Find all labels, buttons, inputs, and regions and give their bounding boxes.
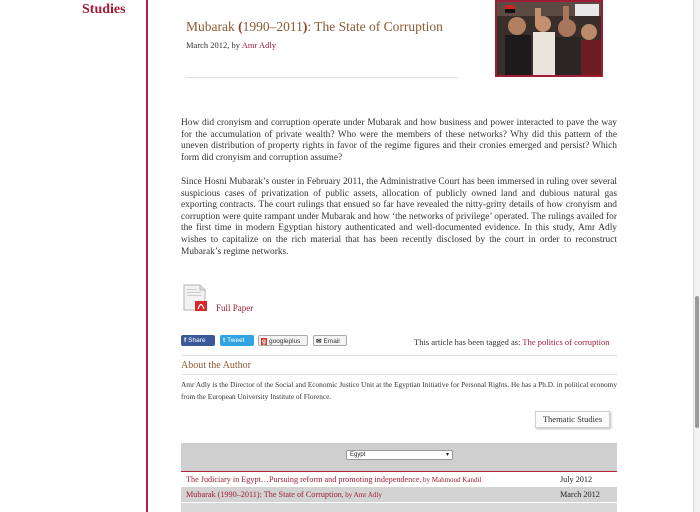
country-select-value: Egypt bbox=[350, 452, 366, 458]
country-select[interactable] bbox=[346, 450, 453, 460]
title-divider bbox=[186, 77, 458, 78]
envelope-icon: ✉ bbox=[316, 338, 322, 345]
tag-link[interactable]: The politics of corruption bbox=[522, 337, 610, 347]
email-share-button[interactable] bbox=[313, 335, 347, 346]
googleplus-share-button[interactable] bbox=[258, 335, 308, 346]
study-title: The Judiciary in Egypt…Pursuing reform and promoting independence bbox=[186, 475, 420, 484]
study-title-link[interactable] bbox=[186, 472, 481, 488]
pdf-file-icon[interactable] bbox=[183, 284, 209, 312]
article-photo bbox=[495, 0, 603, 77]
study-author: , by Mahmoud Kandil bbox=[419, 476, 482, 484]
article-title-years: 1990–2011 bbox=[242, 19, 303, 34]
study-date: March 2012 bbox=[560, 490, 600, 499]
article-date: March 2012, by bbox=[186, 40, 242, 50]
thematic-studies-button[interactable]: Thematic Studies bbox=[535, 411, 610, 428]
tag-prefix: This article has been tagged as: bbox=[414, 337, 523, 347]
twitter-icon: t bbox=[223, 337, 226, 344]
article-byline bbox=[186, 40, 276, 50]
studies-filter-bar bbox=[181, 443, 617, 471]
author-link[interactable]: Amr Adly bbox=[241, 40, 276, 50]
study-date: July 2012 bbox=[560, 475, 593, 484]
table-row bbox=[181, 503, 617, 512]
section-divider bbox=[181, 355, 617, 356]
article-title[interactable] bbox=[186, 19, 443, 35]
facebook-icon: f bbox=[184, 337, 187, 344]
full-paper-link[interactable]: Full Paper bbox=[216, 303, 254, 313]
facebook-share-button[interactable] bbox=[181, 335, 215, 346]
study-author: , by Amr Adly bbox=[341, 491, 382, 499]
scrollbar-thumb[interactable] bbox=[695, 296, 699, 428]
sidebar-divider bbox=[146, 0, 148, 512]
study-title: Mubarak (1990–2011): The State of Corruption bbox=[186, 490, 342, 499]
googleplus-icon: g bbox=[262, 338, 266, 345]
article-title-text: Mubarak bbox=[186, 19, 239, 34]
article-intro-paragraph: How did cronyism and corruption operate under Mubarak and how business and power interacted to pave the way for the accumulation of private wealth? Who were the members of these networks? Why did this pattern of the uneven distribution of property rights in favor of the regime figures and their cronies emerged and persist? Which form did cronyism and corruption assume? bbox=[181, 118, 617, 163]
chevron-down-icon: ▾ bbox=[445, 452, 449, 458]
title-paren-open: ( bbox=[238, 19, 243, 34]
protest-photo-image bbox=[497, 2, 601, 75]
table-row[interactable] bbox=[181, 487, 617, 502]
about-author-text: Amr Adly is the Director of the Social and Economic Justice Unit at the Egyptian Initiative for Personal Rights. He has a Ph.D. in political economy from the European University Institute of Florence. bbox=[181, 380, 617, 401]
twitter-tweet-label: Tweet bbox=[227, 337, 245, 344]
section-title[interactable]: Studies bbox=[82, 2, 126, 17]
scrollbar-track[interactable] bbox=[694, 0, 700, 512]
twitter-tweet-button[interactable] bbox=[220, 335, 254, 346]
email-share-label: Email bbox=[323, 338, 340, 345]
article-tags bbox=[414, 337, 610, 347]
study-title-link[interactable] bbox=[186, 487, 382, 503]
googleplus-share-label: googleplus bbox=[268, 338, 301, 345]
title-paren-close: ) bbox=[302, 19, 308, 34]
about-author-heading: About the Author bbox=[181, 360, 251, 371]
article-title-rest: : The State of Corruption bbox=[307, 19, 443, 34]
facebook-share-label: Share bbox=[188, 337, 206, 344]
article-body-paragraph: Since Hosni Mubarak’s ouster in February 2011, the Administrative Court has been immersed in ruling over several suspicious cases of privatization of public assets, allocation of publicly owned land and dubious natural gas exporting contracts. The court rulings that ensued so far have revealed the nitty-gritty details of how cronyism and corruption were quite rampant under Mubarak and how ‘the networks of privilege’ operated. The rulings availed for the first time in modern Egyptian history authenticated and well-documented evidence. In this study, Amr Adly wishes to capitalize on the rich material that has been recently disclosed by the court in order to reconstruct Mubarak’s regime networks. bbox=[181, 177, 617, 257]
section-divider bbox=[181, 374, 617, 375]
table-row[interactable] bbox=[181, 471, 617, 487]
